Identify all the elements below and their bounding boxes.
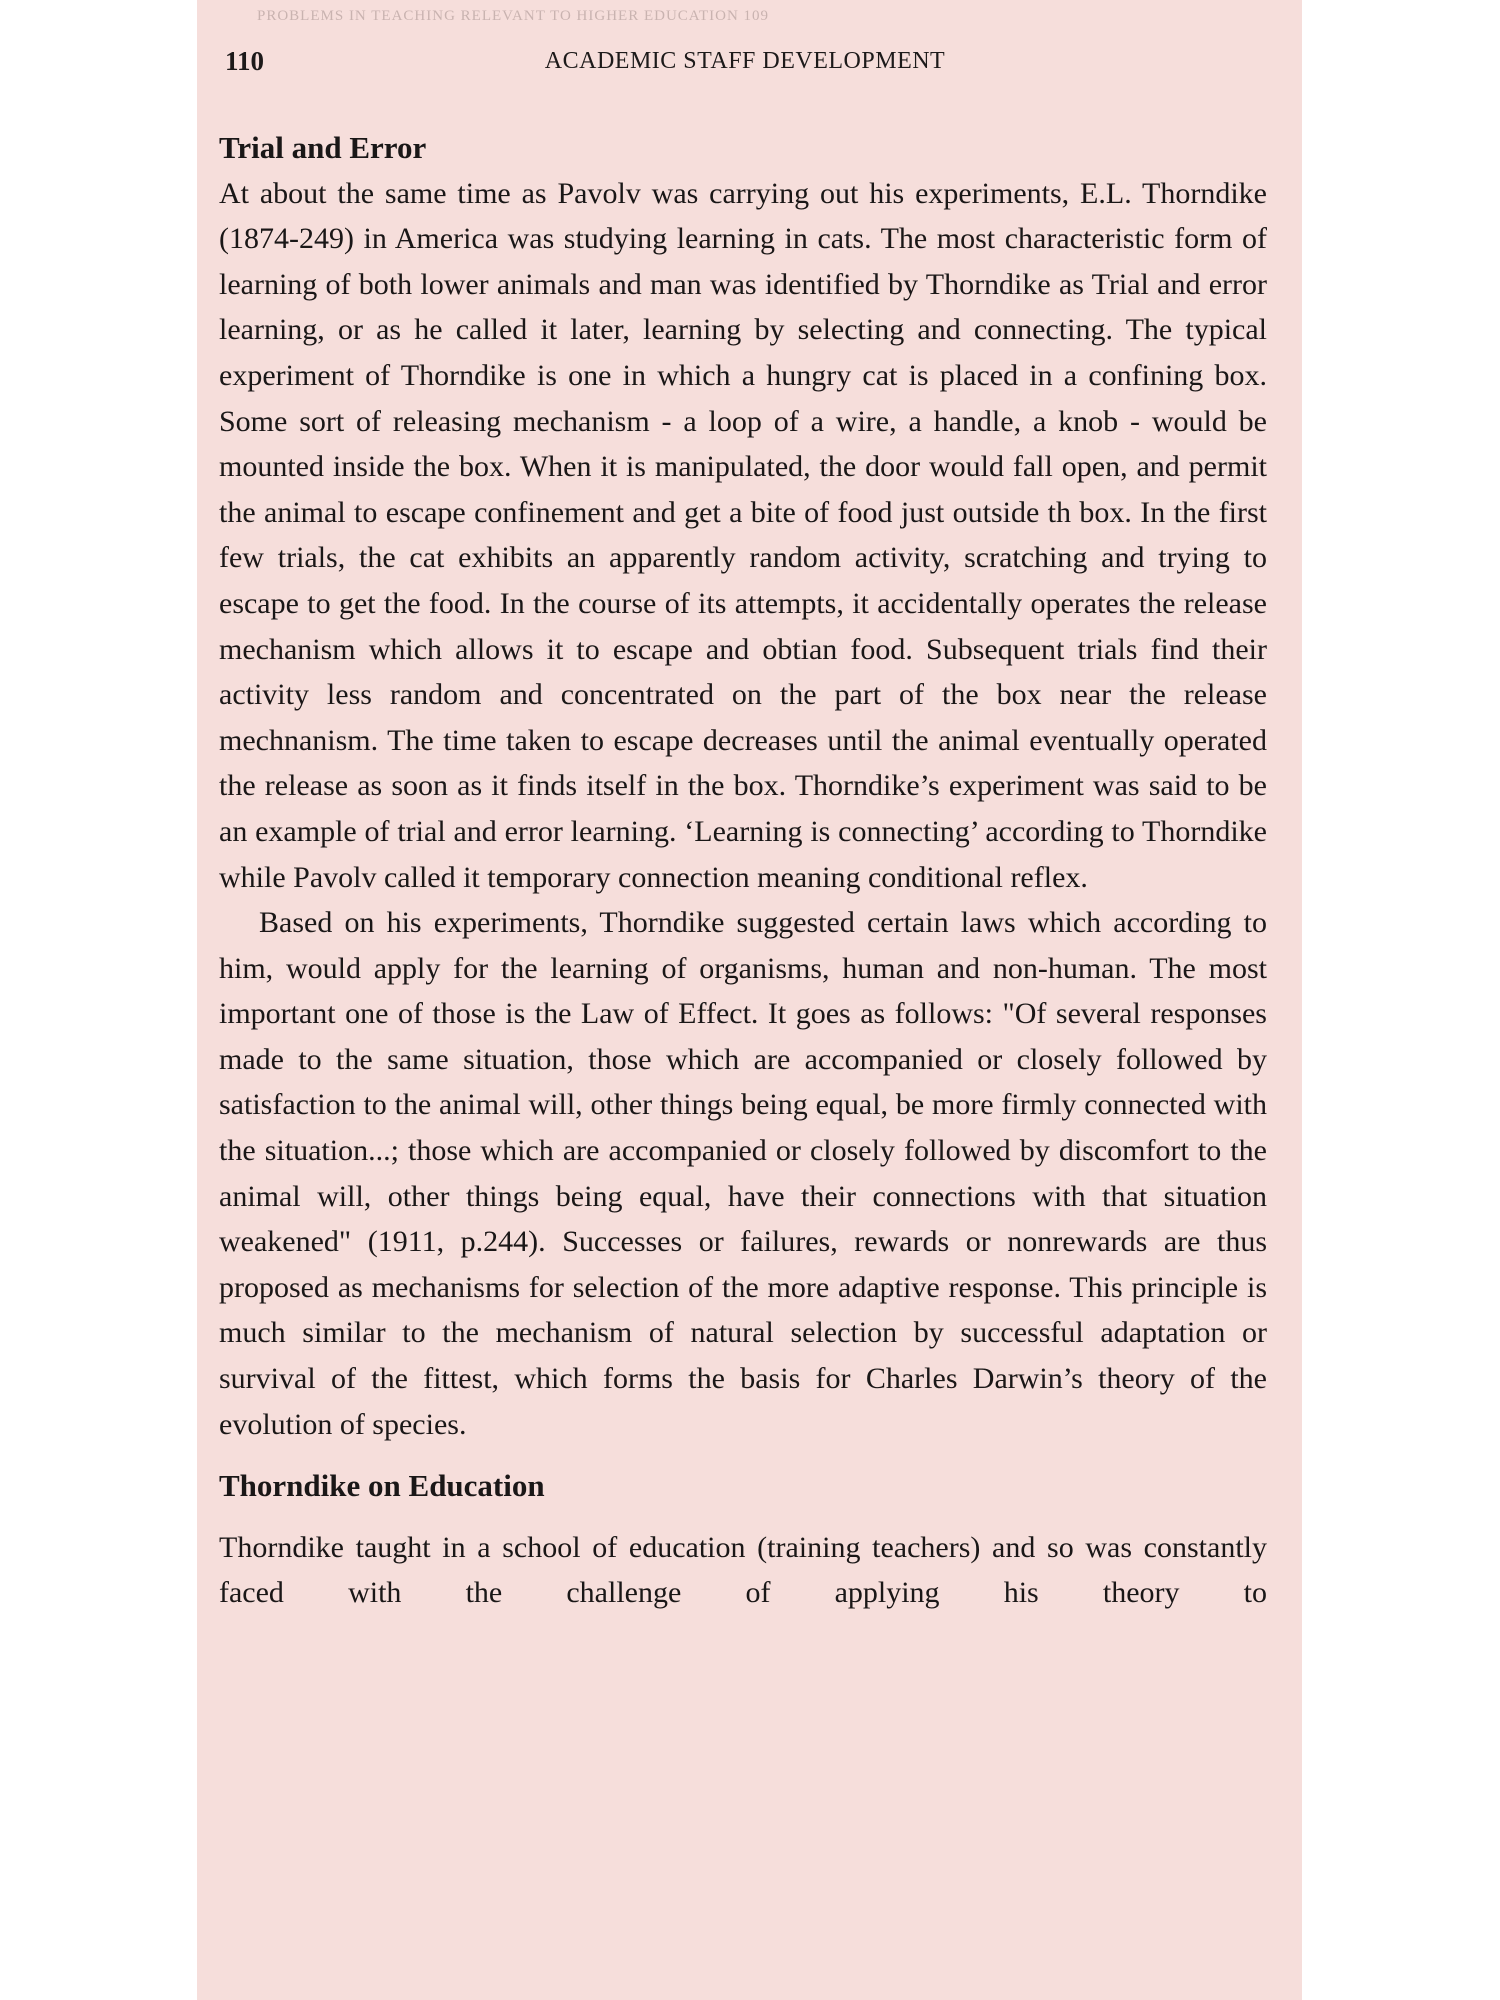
paragraph-law-of-effect: Based on his experiments, Thorndike suggested certain laws which according to him, would apply for the learning of organisms, human and non-human. The most important one of those is the Law of Effect. It goes as follows: "Of several responses made to the same situation, those which are accompanied or closely followed by satisfaction to the animal will, other things being equal, be more firmly connected with the situation...; those which are accompanied or closely followed by discomfort to the animal will, other things being equal, have their connections with that situation weakened" (1911, p.244). Successes or failures, rewards or nonrewards are thus proposed as mechanisms for selection of the more adaptive response. This principle is much similar to the mechanism of natural selection by successful adaptation or survival of the fittest, which forms the basis for Charles Darwin’s theory of the evolution of species. bbox=[219, 906, 1267, 1441]
running-head bbox=[225, 46, 1265, 86]
section-heading-thorndike-on-education: Thorndike on Education bbox=[219, 1468, 545, 1504]
paragraph-thorndike-education: Thorndike taught in a school of education (training teachers) and so was constantly faced with the challenge of applying his theory to bbox=[219, 1530, 1267, 1610]
body-text bbox=[219, 125, 1267, 1616]
page-number: 110 bbox=[225, 46, 265, 76]
bleed-through-text: PROBLEMS IN TEACHING RELEVANT TO HIGHER EDUCATION 109 bbox=[257, 8, 770, 24]
book-page bbox=[197, 0, 1302, 2000]
paragraph-trial-and-error: At about the same time as Pavolv was carrying out his experiments, E.L. Thorndike (1874-249) in America was studying learning in cats. The most characteristic form of learning of both lower animals and man was identified by Thorndike as Trial and error learning, or as he called it later, learning by selecting and connecting. The typical experiment of Thorndike is one in which a hungry cat is placed in a confining box. Some sort of releasing mechanism - a loop of a wire, a handle, a knob - would be mounted inside the box. When it is manipulated, the door would fall open, and permit the animal to escape confinement and get a bite of food just outside th box. In the first few trials, the cat exhibits an apparently random activity, scratching and trying to escape to get the food. In the course of its attempts, it accidentally operates the release mechanism which allows it to escape and obtian food. Subsequent trials find their activity less random and concentrated on the part of the box near the release mechnanism. The time taken to escape decreases until the animal eventually operated the release as soon as it finds itself in the box. Thorndike’s experiment was said to be an example of trial and error learning. ‘Learning is connecting’ according to Thorndike while Pavolv called it temporary connection meaning conditional reflex. bbox=[219, 176, 1267, 894]
running-title: ACADEMIC STAFF DEVELOPMENT bbox=[544, 48, 946, 74]
section-heading-trial-and-error: Trial and Error bbox=[219, 130, 427, 165]
